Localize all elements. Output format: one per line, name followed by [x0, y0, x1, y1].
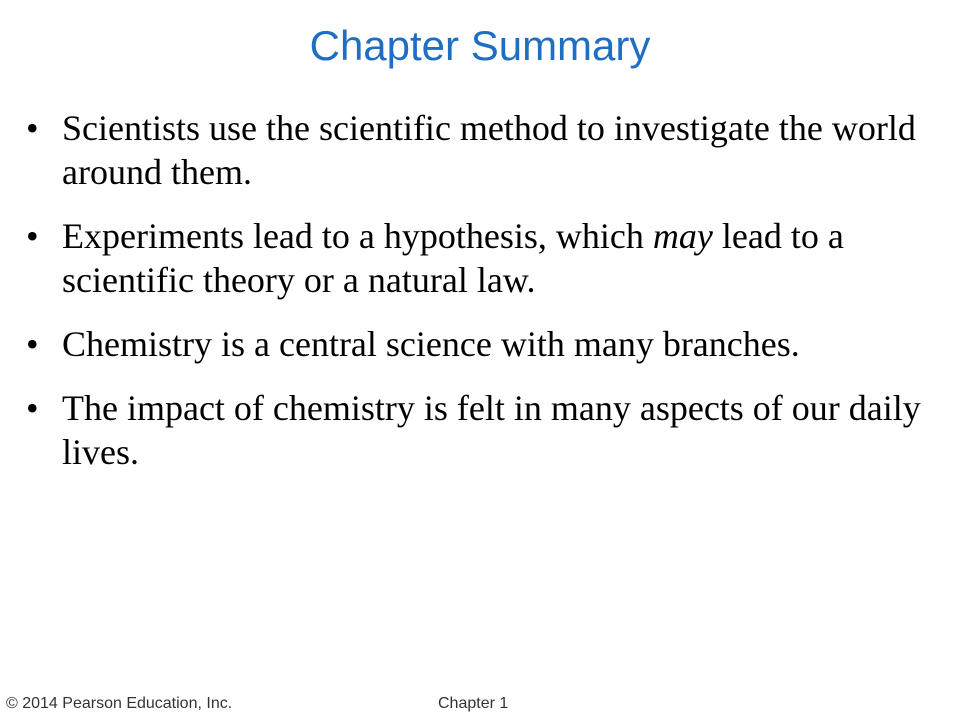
bullet-item: [26, 106, 936, 194]
bullet-icon: •: [26, 216, 39, 256]
footer-chapter: Chapter 1: [438, 695, 509, 712]
bullet-icon: •: [26, 324, 39, 364]
bullet-list: [26, 106, 936, 494]
bullet-icon: •: [26, 108, 39, 148]
bullet-text-part: Experiments lead to a hypothesis, which: [62, 216, 653, 256]
emphasized-word: may: [652, 216, 713, 256]
bullet-icon: •: [26, 388, 39, 428]
bullet-item: [26, 386, 936, 474]
bullet-text: Scientists use the scientific method to investigate the world around them.: [62, 108, 916, 192]
bullet-text-part: lead to a scientific theory or a natural law.: [62, 216, 844, 300]
footer-copyright: © 2014 Pearson Education, Inc.: [6, 695, 233, 712]
slide-title: Chapter Summary: [309, 22, 651, 69]
bullet-item: [26, 214, 936, 302]
bullet-text: [62, 216, 844, 300]
bullet-item: [26, 322, 936, 366]
bullet-text: The impact of chemistry is felt in many aspects of our daily lives.: [62, 388, 921, 472]
bullet-text: Chemistry is a central science with many branches.: [62, 324, 800, 364]
